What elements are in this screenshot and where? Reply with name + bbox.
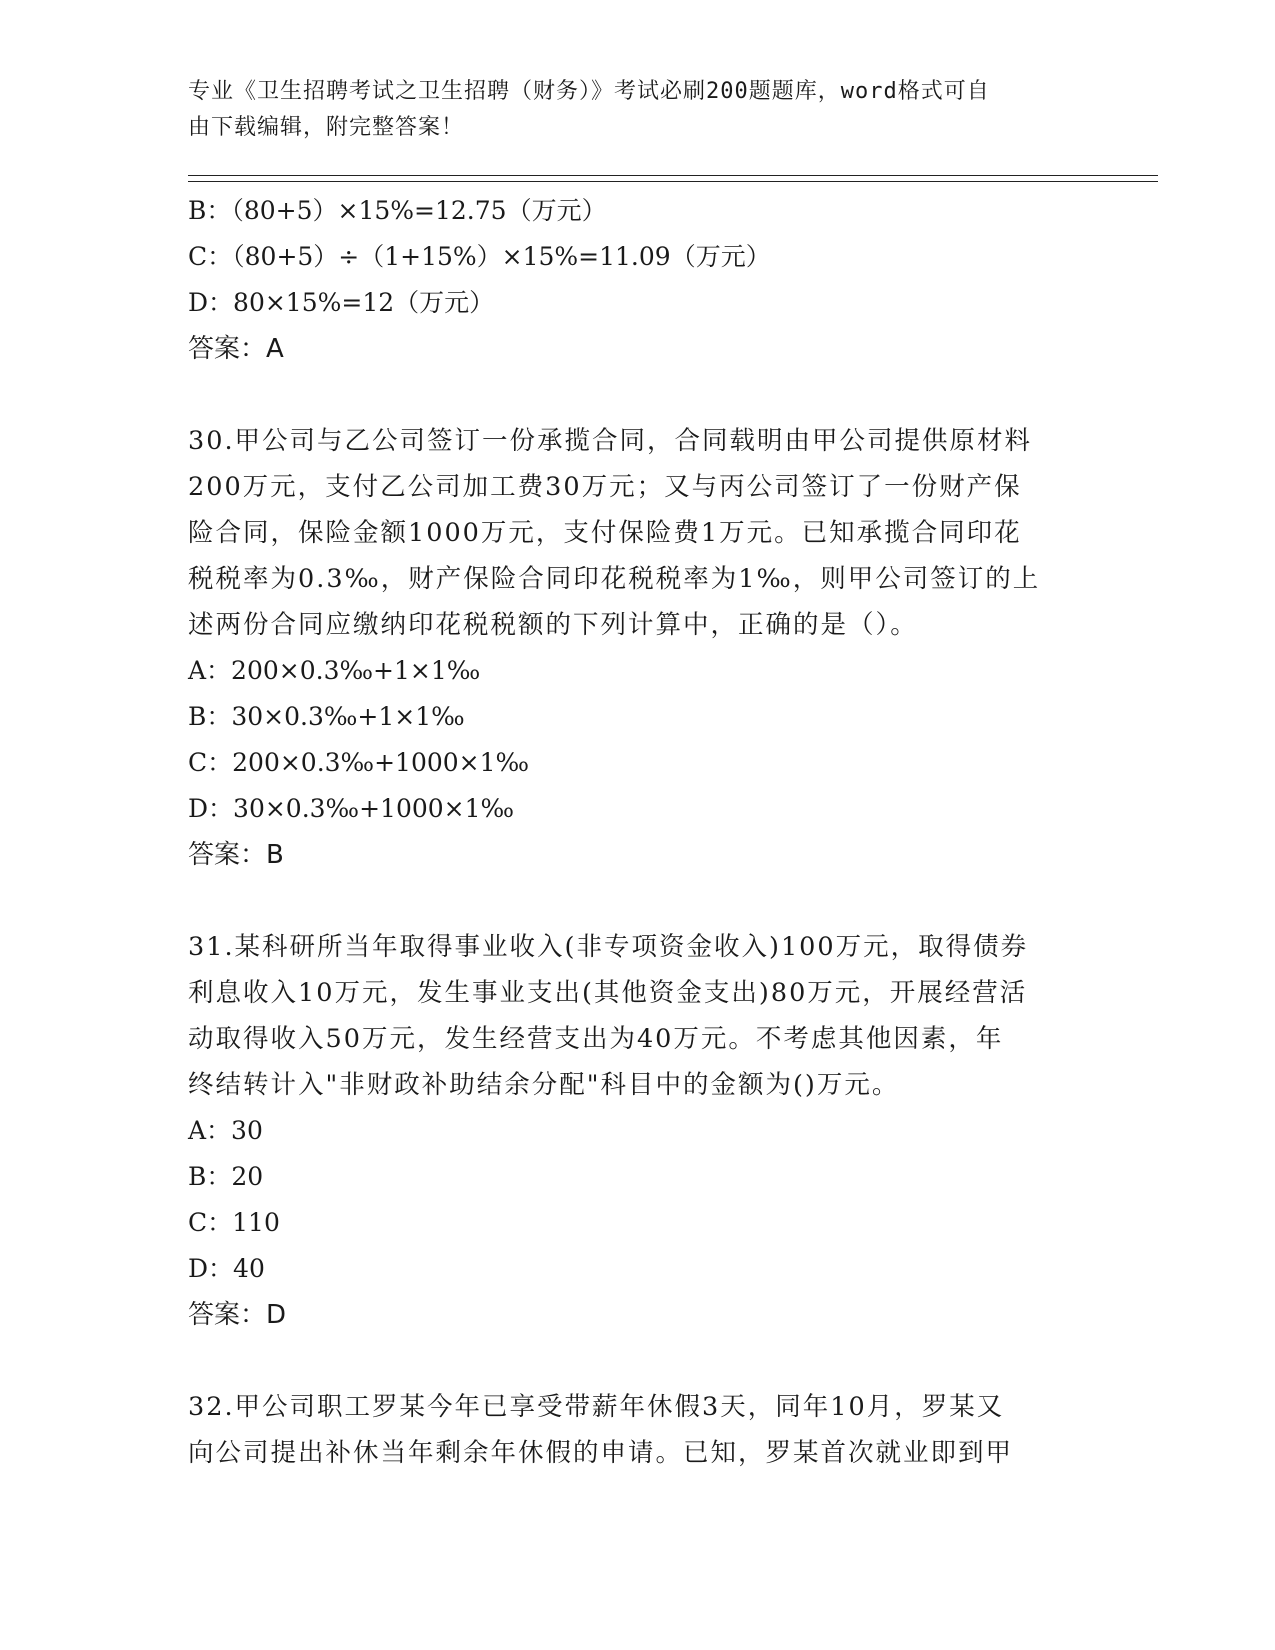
header-line-2: 由下载编辑，附完整答案！ xyxy=(188,115,465,140)
header-line-1: 专业《卫生招聘考试之卫生招聘（财务）》考试必刷200题题库，word格式可自 xyxy=(188,79,990,104)
option-b: B：（80+5）×15%=12.75（万元） xyxy=(188,196,607,225)
option-b: B：20 xyxy=(188,1162,264,1191)
answer: 答案：A xyxy=(188,334,284,364)
header-divider-bottom xyxy=(188,181,1158,182)
answer: 答案：D xyxy=(188,1300,287,1330)
question-30 xyxy=(188,418,1088,878)
answer: 答案：B xyxy=(188,840,284,870)
question-29-continued xyxy=(188,188,1088,372)
question-content xyxy=(188,188,1088,1476)
question-line: 200万元，支付乙公司加工费30万元；又与丙公司签订了一份财产保 xyxy=(188,472,1022,502)
question-line: 30.甲公司与乙公司签订一份承揽合同，合同载明由甲公司提供原材料 xyxy=(188,426,1033,456)
option-d: D：30×0.3‰+1000×1‰ xyxy=(188,794,515,823)
header-divider-top xyxy=(188,175,1158,176)
option-a: A：200×0.3‰+1×1‰ xyxy=(188,656,481,685)
option-b: B：30×0.3‰+1×1‰ xyxy=(188,702,465,731)
question-line: 31.某科研所当年取得事业收入(非专项资金收入)100万元，取得债券 xyxy=(188,932,1029,962)
question-line: 向公司提出补休当年剩余年休假的申请。已知，罗某首次就业即到甲 xyxy=(188,1438,1014,1468)
question-31 xyxy=(188,924,1088,1338)
question-line: 险合同，保险金额1000万元，支付保险费1万元。已知承揽合同印花 xyxy=(188,518,1022,548)
question-line: 税税率为0.3‰，财产保险合同印花税税率为1‰，则甲公司签订的上 xyxy=(188,564,1041,594)
document-header xyxy=(188,74,1068,146)
question-text xyxy=(188,418,1088,648)
question-line: 利息收入10万元，发生事业支出(其他资金支出)80万元，开展经营活 xyxy=(188,978,1028,1008)
question-line: 动取得收入50万元，发生经营支出为40万元。不考虑其他因素，年 xyxy=(188,1024,1004,1054)
question-line: 终结转计入"非财政补助结余分配"科目中的金额为()万元。 xyxy=(188,1070,900,1100)
question-line: 述两份合同应缴纳印花税税额的下列计算中，正确的是（）。 xyxy=(188,610,918,640)
question-text xyxy=(188,1384,1088,1476)
option-d: D：40 xyxy=(188,1254,265,1283)
question-line: 32.甲公司职工罗某今年已享受带薪年休假3天，同年10月，罗某又 xyxy=(188,1392,1005,1422)
option-c: C：200×0.3‰+1000×1‰ xyxy=(188,748,530,777)
option-c: C：（80+5）÷（1+15%）×15%=11.09（万元） xyxy=(188,242,771,271)
option-c: C：110 xyxy=(188,1208,280,1237)
question-32 xyxy=(188,1384,1088,1476)
option-d: D：80×15%=12（万元） xyxy=(188,288,495,317)
option-a: A：30 xyxy=(188,1116,263,1145)
question-text xyxy=(188,924,1088,1108)
